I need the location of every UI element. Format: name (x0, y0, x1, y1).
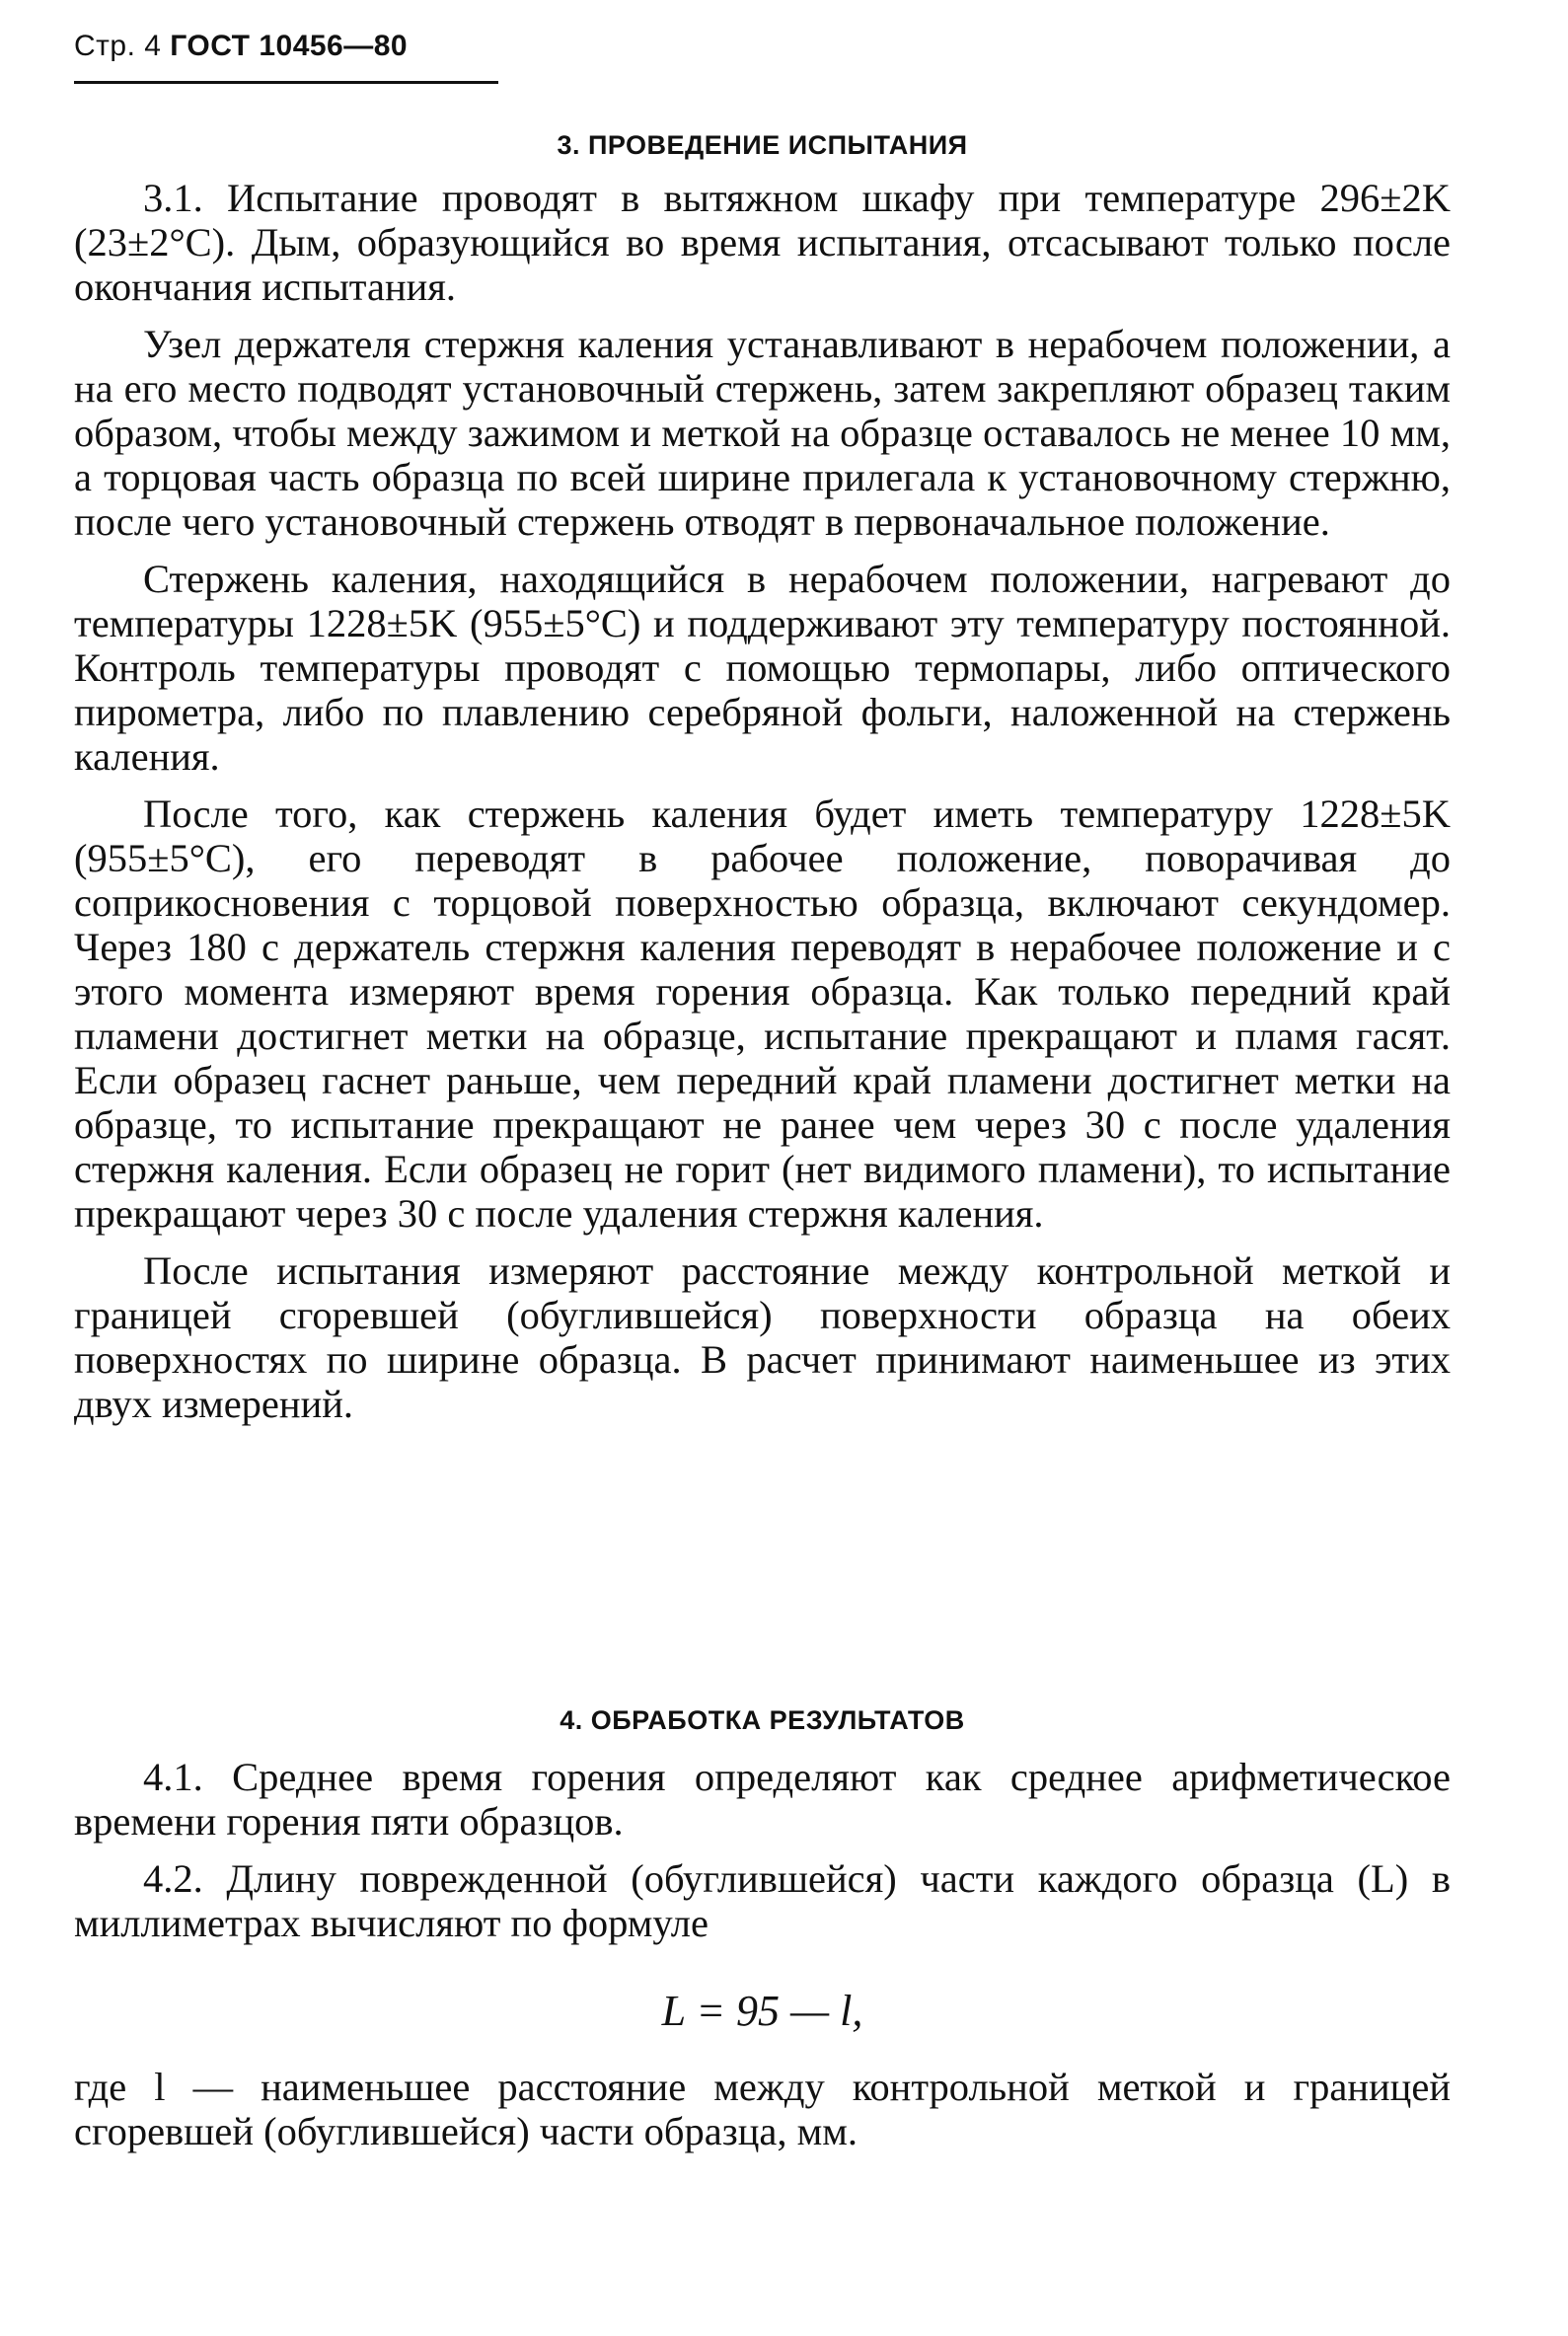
section-3-heading: 3. ПРОВЕДЕНИЕ ИСПЫТАНИЯ (557, 130, 968, 160)
page-header (74, 30, 408, 63)
paragraph-4-2: 4.2. Длину поврежденной (обуглившейся) части каждого образца (L) в миллиметрах вычисляют по формуле (74, 1856, 1451, 1945)
paragraph-rod-heating: Стержень каления, находящийся в нерабочем положении, нагревают до температуры 1228±5K (955±5°C) и поддерживают эту температуру постоянной. Контроль температуры проводят с помощью термопары, либо оптического пирометра, либо по плавлению серебряной фольги, наложенной на стержень каления. (74, 557, 1451, 779)
paragraph-4-1: 4.1. Среднее время горения определяют как среднее арифметическое времени горения пяти образцов. (74, 1755, 1451, 1844)
formula: L = 95 — l, (661, 1987, 863, 2035)
paragraph-3-1: 3.1. Испытание проводят в вытяжном шкафу при температуре 296±2K (23±2°C). Дым, образующийся во время испытания, отсасывают только после окончания испытания. (74, 176, 1451, 309)
standard-number: ГОСТ 10456—80 (170, 30, 409, 62)
header-rule (74, 81, 498, 84)
section-4-heading: 4. ОБРАБОТКА РЕЗУЛЬТАТОВ (560, 1705, 965, 1735)
section-3-body (74, 176, 1451, 1439)
page-number: Стр. 4 (74, 30, 162, 62)
formula-explanation (74, 2065, 1451, 2153)
paragraph-holder-setup: Узел держателя стержня каления устанавливают в нерабочем положении, а на его место подводят установочный стержень, затем закрепляют образец таким образом, чтобы между зажимом и меткой на образце оставалось не менее 10 мм, а торцовая часть образца по всей ширине прилегала к установочному стержню, после чего установочный стержень отводят в первоначальное положение. (74, 322, 1451, 544)
where-text: где l — наименьшее расстояние между контрольной меткой и границей сгоревшей (обуглившейся) части образца, мм. (74, 2065, 1451, 2153)
section-4-body (74, 1755, 1451, 1958)
paragraph-measurement: После испытания измеряют расстояние между контрольной меткой и границей сгоревшей (обуглившейся) поверхности образца на обеих поверхностях по ширине образца. В расчет принимают наименьшее из этих двух измерений. (74, 1248, 1451, 1426)
paragraph-test-procedure: После того, как стержень каления будет иметь температуру 1228±5K (955±5°C), его переводят в рабочее положение, поворачивая до соприкосновения с торцовой поверхностью образца, включают секундомер. Через 180 с держатель стержня каления переводят в нерабочее положение и с этого момента измеряют время горения образца. Как только передний край пламени достигнет метки на образце, испытание прекращают и пламя гасят. Если образец гаснет раньше, чем передний край пламени достигнет метки на образце, то испытание прекращают не ранее чем через 30 с после удаления стержня каления. Если образец не горит (нет видимого пламени), то испытание прекращают через 30 с после удаления стержня каления. (74, 791, 1451, 1236)
